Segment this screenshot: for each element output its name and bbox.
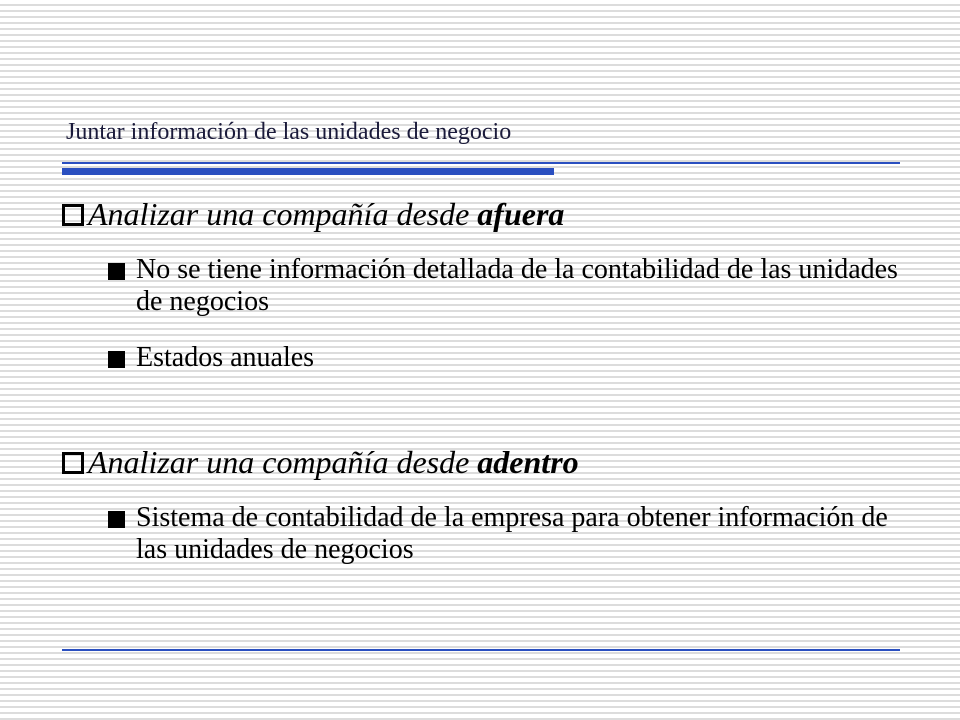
- sub-bullet-text: Estados anuales: [136, 342, 315, 373]
- bullet-analizar-afuera: [62, 195, 564, 233]
- filled-square-icon: [108, 351, 125, 368]
- sub-bullet-estados-anuales: [108, 342, 908, 374]
- title-underline-thin: [62, 162, 900, 164]
- sub-bullet-text: Sistema de contabilidad de la empresa para obtener información de las unidades de negocios: [136, 502, 888, 566]
- sub-bullet-sistema-contabilidad: [108, 502, 908, 566]
- title-underline-thick: [62, 168, 554, 175]
- footer-rule: [62, 649, 900, 651]
- slide-title: Juntar información de las unidades de negocio: [66, 119, 512, 145]
- sub-bullet-informacion-detallada: [108, 254, 908, 318]
- hollow-square-icon: [62, 204, 84, 226]
- filled-square-icon: [108, 263, 125, 280]
- bullet-lead-text: Analizar una compañía desde: [88, 444, 478, 480]
- filled-square-icon: [108, 511, 125, 528]
- bullet-lead-text: Analizar una compañía desde: [88, 196, 478, 232]
- bullet-emphasis-text: adentro: [477, 444, 579, 480]
- hollow-square-icon: [62, 452, 84, 474]
- bullet-emphasis-text: afuera: [477, 196, 565, 232]
- bullet-analizar-adentro: [62, 443, 579, 481]
- sub-bullet-text: No se tiene información detallada de la contabilidad de las unidades de negocios: [136, 254, 898, 318]
